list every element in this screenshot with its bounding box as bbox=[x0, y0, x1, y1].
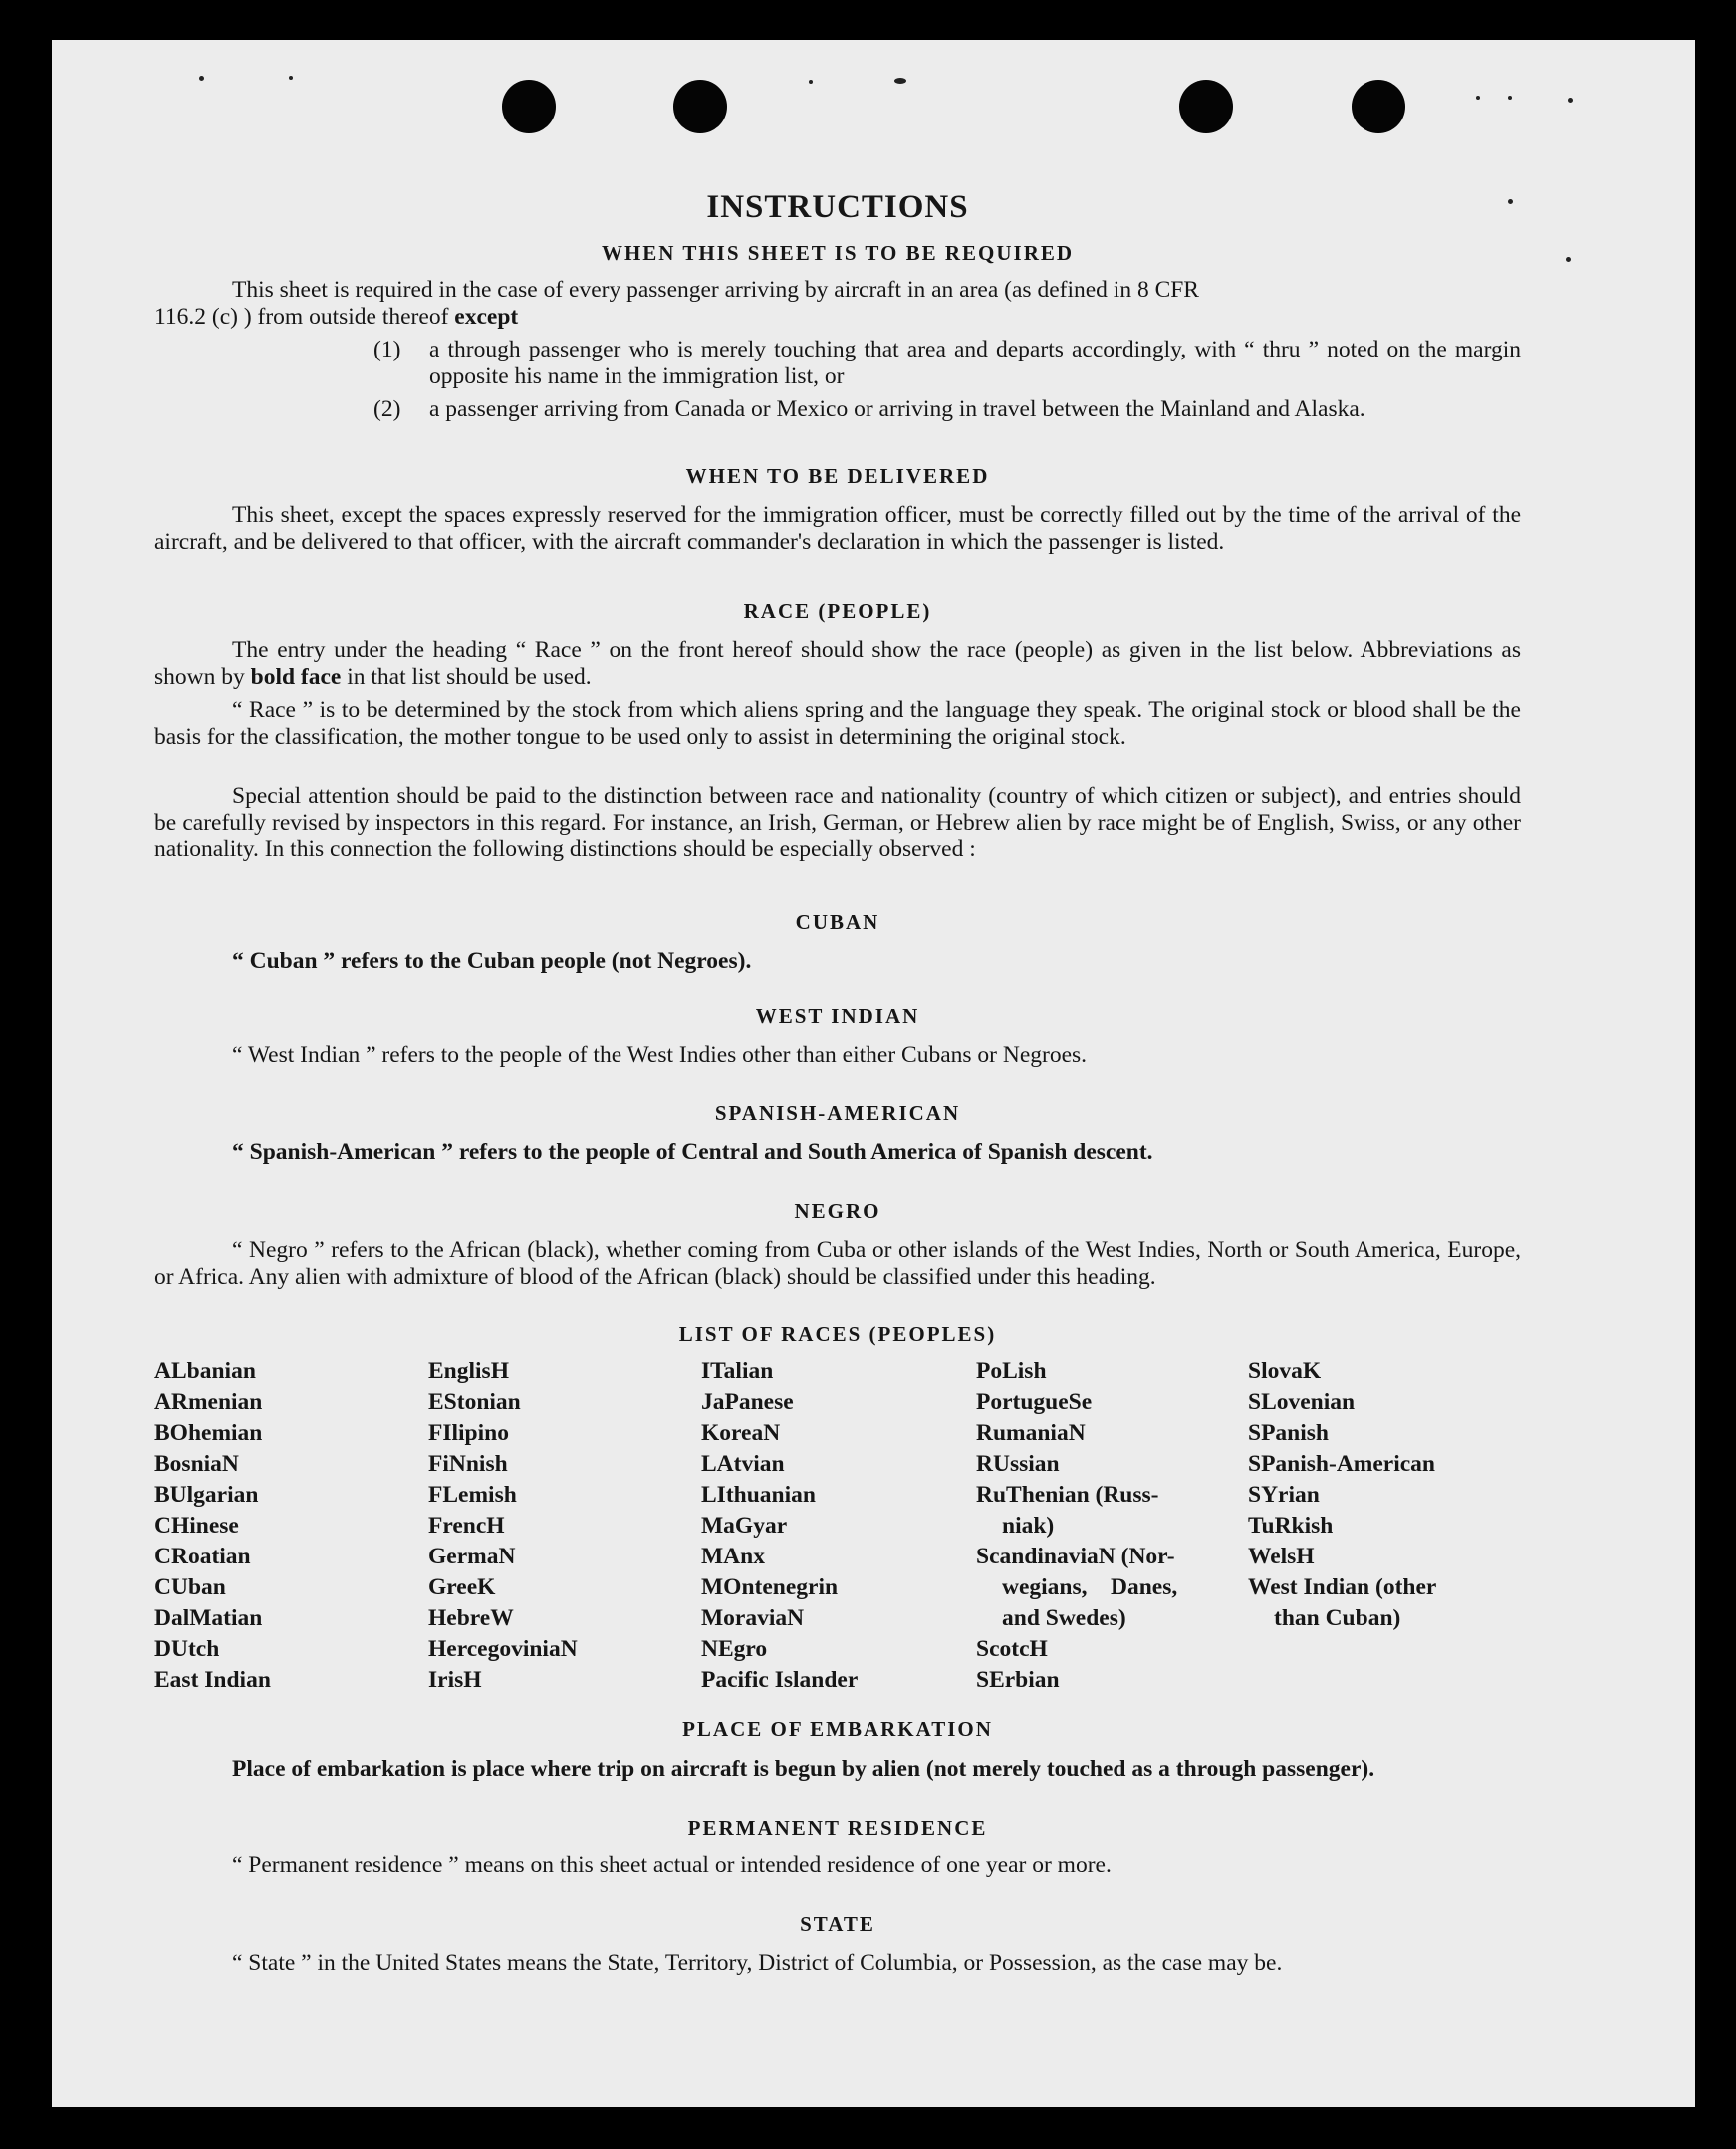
list-item: niak) bbox=[1002, 1513, 1055, 1539]
required-intro-line2: 116.2 (c) ) from outside thereof bbox=[154, 304, 449, 330]
list-item: JaPanese bbox=[701, 1389, 794, 1415]
list-item: KoreaN bbox=[701, 1420, 781, 1446]
list-item: ITalian bbox=[701, 1358, 774, 1384]
list-item: ScandinaviaN (Nor- bbox=[976, 1544, 1175, 1569]
list-item: RumaniaN bbox=[976, 1420, 1086, 1446]
delivered-text: This sheet, except the spaces expressly reserved for the immigration officer, must be correctly filled out by the time of the arrival of the aircraft, and be delivered to that officer, with the aircraft commander's declaration in which the passenger is listed. bbox=[154, 502, 1521, 555]
race-column-3 bbox=[701, 1356, 858, 1696]
list-item: SlovaK bbox=[1248, 1358, 1322, 1384]
residence-text: “ Permanent residence ” means on this sheet actual or intended residence of one year or more. bbox=[232, 1852, 1112, 1878]
list-item: IrisH bbox=[428, 1667, 482, 1693]
list-item: SLovenian bbox=[1248, 1389, 1356, 1415]
list-item: and Swedes) bbox=[1002, 1605, 1126, 1631]
required-intro bbox=[154, 277, 1521, 331]
speck bbox=[809, 80, 813, 84]
list-item: wegians, Danes, bbox=[1002, 1574, 1178, 1600]
speck bbox=[1508, 96, 1512, 100]
list-item: FrencH bbox=[428, 1513, 505, 1539]
required-intro-line1: This sheet is required in the case of every passenger arriving by aircraft in an area (as defined in 8 CFR bbox=[232, 277, 1199, 303]
west-indian-text: “ West Indian ” refers to the people of the West Indies other than either Cubans or Negroes. bbox=[232, 1042, 1088, 1068]
list-item: RUssian bbox=[976, 1451, 1060, 1477]
heading-cuban: CUBAN bbox=[795, 910, 880, 934]
race-p1-bold: bold face bbox=[250, 664, 342, 690]
punch-hole bbox=[502, 80, 556, 133]
race-column-1 bbox=[154, 1356, 271, 1696]
required-item-1 bbox=[373, 337, 1521, 390]
race-p1-end: in that list should be used. bbox=[347, 664, 592, 690]
list-item: FLemish bbox=[428, 1482, 517, 1508]
item-number: (2) bbox=[373, 396, 401, 422]
state-text: “ State ” in the United States means the State, Territory, District of Columbia, or Possession, as the case may be. bbox=[232, 1950, 1283, 1976]
list-item: BOhemian bbox=[154, 1420, 263, 1446]
list-item: ARmenian bbox=[154, 1389, 263, 1415]
heading-race: RACE (PEOPLE) bbox=[743, 599, 932, 623]
list-item: MOntenegrin bbox=[701, 1574, 839, 1600]
race-paragraph-1 bbox=[154, 637, 1521, 691]
speck bbox=[1568, 98, 1573, 103]
list-item: WelsH bbox=[1248, 1544, 1315, 1569]
spanish-american-text: “ Spanish-American ” refers to the people of Central and South America of Spanish descent. bbox=[232, 1139, 1153, 1165]
race-column-2 bbox=[428, 1356, 578, 1696]
heading-list-of-races: LIST OF RACES (PEOPLES) bbox=[678, 1322, 997, 1346]
embarkation-text: Place of embarkation is place where trip on aircraft is begun by alien (not merely touched as a through passenger). bbox=[232, 1756, 1375, 1782]
list-item: PortugueSe bbox=[976, 1389, 1093, 1415]
list-item: Pacific Islander bbox=[701, 1667, 859, 1693]
list-item: FiNnish bbox=[428, 1451, 508, 1477]
list-item: LIthuanian bbox=[701, 1482, 816, 1508]
race-paragraph-3: Special attention should be paid to the distinction between race and nationality (country of which citizen or subject), and entries should be carefully revised by inspectors in this regard. For instance, an Irish, German, or Hebrew alien by race might be of English, Swiss, or any other nationality. In this connection the following distinctions should be especially observed : bbox=[154, 783, 1521, 862]
list-item: DalMatian bbox=[154, 1605, 263, 1631]
list-item: ALbanian bbox=[154, 1358, 256, 1384]
required-item-2 bbox=[373, 396, 1521, 450]
race-column-5 bbox=[1248, 1356, 1436, 1634]
page-title: INSTRUCTIONS bbox=[706, 189, 969, 225]
list-item: East Indian bbox=[154, 1667, 271, 1693]
heading-delivered: WHEN TO BE DELIVERED bbox=[685, 464, 990, 488]
list-item: CUban bbox=[154, 1574, 226, 1600]
list-item: TuRkish bbox=[1248, 1513, 1334, 1539]
list-item: HebreW bbox=[428, 1605, 514, 1631]
list-item: NEgro bbox=[701, 1636, 768, 1662]
list-item: CRoatian bbox=[154, 1544, 251, 1569]
list-item: LAtvian bbox=[701, 1451, 785, 1477]
required-except: except bbox=[454, 304, 519, 330]
heading-residence: PERMANENT RESIDENCE bbox=[687, 1816, 988, 1840]
heading-embarkation: PLACE OF EMBARKATION bbox=[682, 1717, 993, 1741]
speck bbox=[894, 78, 906, 84]
list-item: EStonian bbox=[428, 1389, 521, 1415]
list-item: SYrian bbox=[1248, 1482, 1320, 1508]
list-item: RuThenian (Russ- bbox=[976, 1482, 1159, 1508]
list-item: CHinese bbox=[154, 1513, 239, 1539]
heading-required: WHEN THIS SHEET IS TO BE REQUIRED bbox=[601, 241, 1075, 265]
race-paragraph-2: “ Race ” is to be determined by the stock from which aliens spring and the language they speak. The original stock or blood shall be the basis for the classification, the mother tongue to be used only to assist in determining the original stock. bbox=[154, 697, 1521, 750]
list-item: SPanish-American bbox=[1248, 1451, 1435, 1477]
list-item: BosniaN bbox=[154, 1451, 239, 1477]
list-item: ScotcH bbox=[976, 1636, 1048, 1662]
list-item: EnglisH bbox=[428, 1358, 509, 1384]
list-item: than Cuban) bbox=[1274, 1605, 1401, 1631]
list-item: HercegoviniaN bbox=[428, 1636, 578, 1662]
heading-spanish-american: SPANISH-AMERICAN bbox=[714, 1101, 961, 1125]
cuban-text: “ Cuban ” refers to the Cuban people (not Negroes). bbox=[232, 948, 752, 974]
speck bbox=[1566, 257, 1571, 262]
speck bbox=[199, 76, 204, 81]
punch-hole bbox=[1352, 80, 1405, 133]
race-p1-start: The entry under the heading “ Race ” on the front hereof should show the race (people) as given in the list below. Abbreviations as shown by bbox=[154, 637, 1521, 690]
punch-hole bbox=[673, 80, 727, 133]
list-item: MAnx bbox=[701, 1544, 765, 1569]
speck bbox=[1476, 96, 1480, 100]
list-item: West Indian (other bbox=[1248, 1574, 1437, 1600]
list-item: SErbian bbox=[976, 1667, 1060, 1693]
list-item: SPanish bbox=[1248, 1420, 1329, 1446]
list-item: FIlipino bbox=[428, 1420, 509, 1446]
list-item: PoLish bbox=[976, 1358, 1047, 1384]
negro-text: “ Negro ” refers to the African (black), whether coming from Cuba or other islands of the West Indies, North or South America, Europe, or Africa. Any alien with admixture of blood of the African (black) should be classified under this heading. bbox=[154, 1237, 1521, 1290]
list-item: GermaN bbox=[428, 1544, 516, 1569]
heading-west-indian: WEST INDIAN bbox=[755, 1004, 920, 1028]
punch-hole bbox=[1179, 80, 1233, 133]
item-number: (1) bbox=[373, 337, 401, 362]
heading-state: STATE bbox=[800, 1912, 875, 1936]
item-text: a passenger arriving from Canada or Mexico or arriving in travel between the Mainland and Alaska. bbox=[429, 396, 1365, 422]
list-item: GreeK bbox=[428, 1574, 496, 1600]
item-text: a through passenger who is merely touching that area and departs accordingly, with “ thru ” noted on the margin opposite his name in the immigration list, or bbox=[429, 337, 1521, 389]
list-item: MaGyar bbox=[701, 1513, 788, 1539]
speck bbox=[289, 76, 293, 80]
list-item: BUlgarian bbox=[154, 1482, 259, 1508]
race-column-4 bbox=[976, 1356, 1177, 1696]
heading-negro: NEGRO bbox=[794, 1199, 881, 1223]
list-item: MoraviaN bbox=[701, 1605, 805, 1631]
list-item: DUtch bbox=[154, 1636, 220, 1662]
